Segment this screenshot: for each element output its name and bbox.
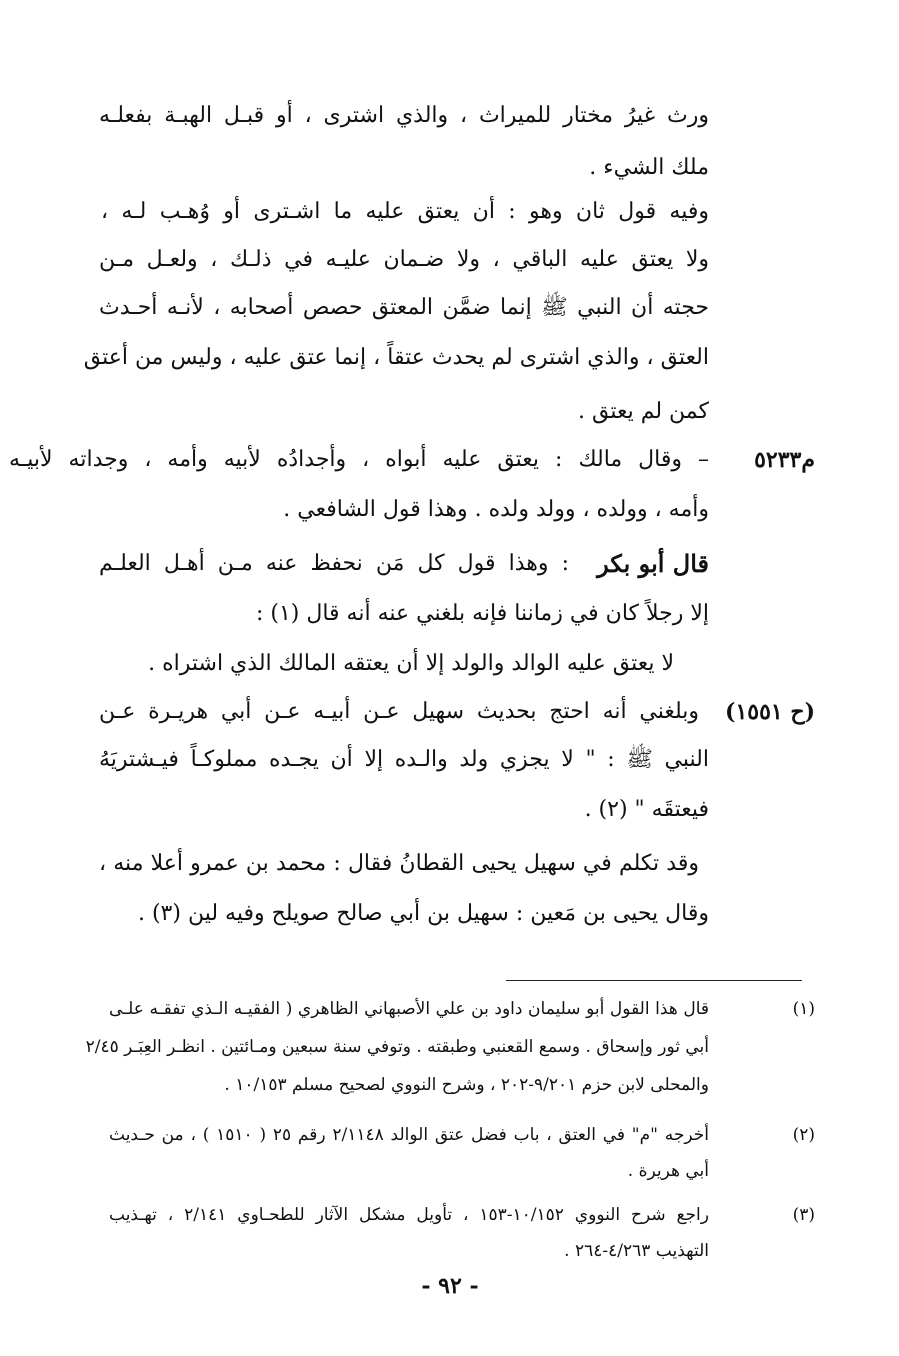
footnote-line: راجع شرح النووي ١٠/١٥٢-١٥٣ ، تأويل مشكل الآثار للطحـاوي ٢/١٤١ ، تهـذيب [109, 1205, 709, 1225]
footnote-line: التهذيب ٤/٢٦٣-٢٦٤ . [564, 1241, 709, 1261]
page-number: - ٩٢ - [421, 1273, 479, 1299]
body-line: وأمه ، وولده ، وولد ولده . وهذا قول الشافعي . [283, 497, 709, 522]
body-line: ورث غيرُ مختار للميراث ، والذي اشترى ، أو قبـل الهبـة بفعلـه [99, 103, 709, 128]
footnote-marker: (٣) [792, 1205, 815, 1225]
footnote-line: أخرجه "م" في العتق ، باب فضل عتق الوالد ٢/١١٤٨ رقم ٢٥ ( ١٥١٠ ) ، من حـديث [109, 1125, 709, 1145]
footnote-line: أبي ثور وإسحاق . وسمع القعنبي وطبقته . وتوفي سنة سبعين ومـائتين . انظـر العِبَـر ٢/٤٥ [85, 1037, 709, 1057]
body-line: وبلغني أنه احتج بحديث سهيل عـن أبيـه عـن أبي هريـرة عـن [99, 699, 699, 724]
footnote-separator [506, 980, 802, 981]
body-line: النبي ﷺ : " لا يجزي ولد والـده إلا أن يجـده مملوكـاً فيـشتريَهُ [99, 747, 709, 772]
speaker-label: قال أبو بكر [597, 549, 709, 578]
body-line: إلا رجلاً كان في زماننا فإنه بلغني عنه أنه قال (١) : [255, 601, 709, 626]
footnote-line: أبي هريرة . [627, 1161, 709, 1181]
body-line: – وقال مالك : يعتق عليه أبواه ، وأجدادُه لأبيه وأمه ، وجداته لأبيـه [9, 447, 709, 472]
body-line: لا يعتق عليه الوالد والولد إلا أن يعتقه المالك الذي اشتراه . [148, 651, 674, 676]
body-line: وقد تكلم في سهيل يحيى القطانُ فقال : محمد بن عمرو أعلا منه ، [99, 851, 699, 876]
body-line: العتق ، والذي اشترى لم يحدث عتقاً ، إنما عتق عليه ، وليس من أعتق [83, 345, 709, 370]
body-line: كمن لم يعتق . [578, 399, 709, 424]
body-line: ملك الشيء . [589, 155, 709, 180]
body-line: : وهذا قول كل مَن نحفظ عنه مـن أهـل العلـم [99, 551, 569, 576]
body-line: وقال يحيى بن مَعين : سهيل بن أبي صالح صويلح وفيه لين (٣) . [137, 901, 709, 926]
body-line: وفيه قول ثان وهو : أن يعتق عليه ما اشـترى أو وُهـب لـه ، [101, 199, 709, 224]
footnote-marker: (٢) [792, 1125, 815, 1145]
hadith-reference: (ح ١٥٥١) [725, 699, 815, 725]
body-line: فيعتقَه " (٢) . [584, 797, 709, 822]
body-line: ولا يعتق عليه الباقي ، ولا ضـمان عليـه في ذلـك ، ولعـل مـن [99, 247, 709, 272]
footnote-marker: (١) [792, 999, 815, 1019]
footnote-line: قال هذا القول أبو سليمان داود بن علي الأصبهاني الظاهري ( الفقيـه الـذي تفقـه علـى [109, 999, 709, 1019]
footnote-line: والمحلى لابن حزم ٩/٢٠١-٢٠٢ ، وشرح النووي لصحيح مسلم ١٠/١٥٣ . [224, 1075, 709, 1095]
body-line: حجته أن النبي ﷺ إنما ضمَّن المعتق حصص أصحابه ، لأنـه أحـدث [99, 295, 709, 320]
entry-number: م٥٢٣٣ [754, 447, 815, 473]
